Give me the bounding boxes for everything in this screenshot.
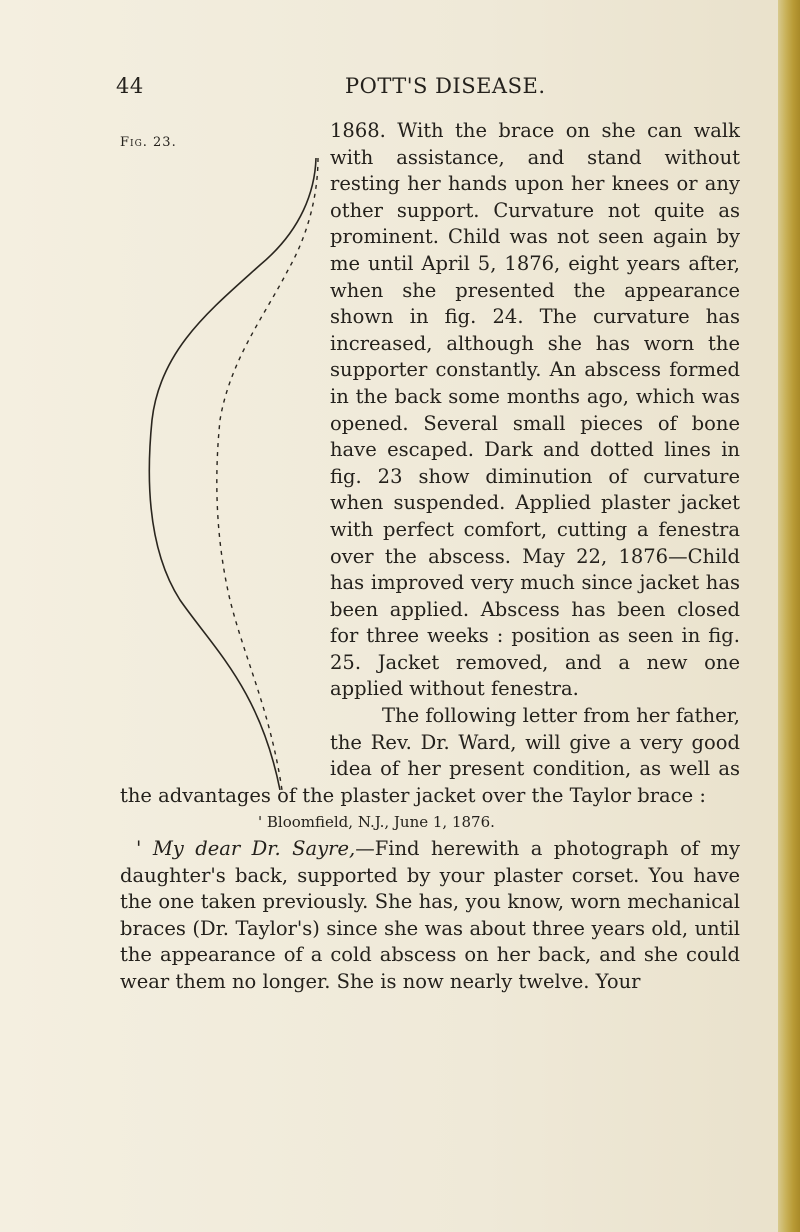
running-head (0, 74, 800, 104)
curvature-line-solid (149, 158, 316, 790)
letter-place-date: ' Bloomfield, N.J., June 1, 1876. (258, 813, 495, 832)
letter-salutation: ' My dear Dr. Sayre, (136, 837, 356, 861)
curvature-line-suspended (217, 158, 318, 790)
letter-text (120, 836, 740, 996)
page-number: 44 (116, 74, 144, 98)
paragraph-case-history: 1868. With the brace on she can walk with assistance, and stand without resting her hands upon her knees or any other support. Curvature not quite as prominent. Child was not seen again by me until April 5, 1876, eight years after, when she presented the appearance shown in fig. 24. The curvature has increased, although she has worn the supporter constantly. An abscess formed in the back some months ago, which was opened. Several small pieces of bone have escaped. Dark and dotted lines in fig. 23 show diminution of curvature when suspended. Applied plaster jacket with perfect comfort, cutting a fenestra over the abscess. May 22, 1876—Child has improved very much since jacket has been applied. Abscess has been closed for three weeks : position as seen in fig. 25. Jacket removed, and a new one applied without fenestra. (330, 119, 740, 701)
paragraph-letter-intro: The following letter from her father, the Rev. Dr. Ward, will give a very good idea of her present condition, as well as the advantages of the plaster jacket over the Taylor brace : (120, 704, 740, 807)
figure-label: Fig. 23. (120, 135, 177, 150)
spine-curvature-figure (120, 150, 330, 790)
chapter-title: POTT'S DISEASE. (345, 74, 546, 98)
letter-body: —Find herewith a photograph of my daughter's back, supported by your plaster corset. You have the one taken previously. She has, you know, worn mechanical braces (Dr. Taylor's) since she was about three years old, until the appearance of a cold abscess on her back, and she could wear them no longer. She is now nearly twelve. Your (120, 837, 740, 993)
page-edge (778, 0, 800, 1232)
